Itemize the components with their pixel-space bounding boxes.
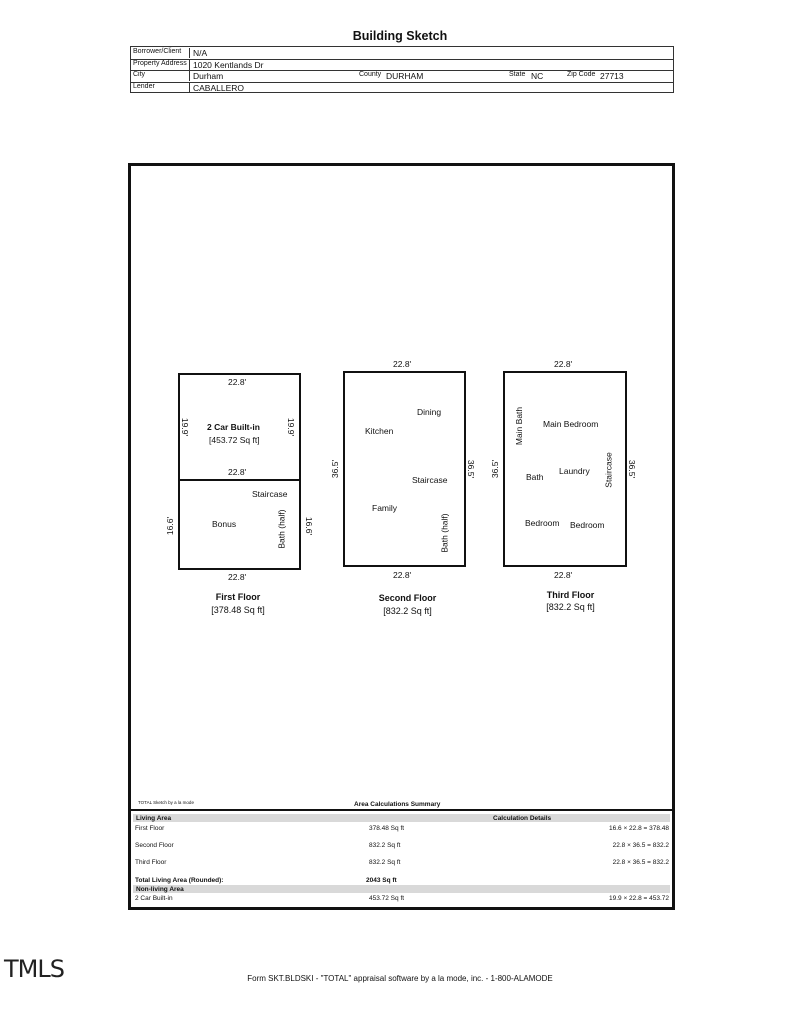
- row-second-floor-calc: 22.8 × 36.5 = 832.2: [612, 842, 669, 849]
- state-value: NC: [531, 71, 544, 81]
- county-label: County: [359, 71, 382, 78]
- form-footer: Form SKT.BLDSKI - "TOTAL" appraisal software by a la mode, inc. - 1-800-ALAMODE: [247, 974, 553, 983]
- property-info-table: [130, 46, 674, 93]
- sketch-credit: TOTAL Sketch by a la mode: [138, 800, 194, 805]
- first-floor-name: First Floor: [215, 592, 261, 602]
- second-floor-top-dimension: 22.8': [393, 359, 412, 369]
- row-garage-area: 453.72 Sq ft: [369, 895, 405, 902]
- bath-label: Bath: [526, 472, 544, 482]
- page-title: Building Sketch: [352, 29, 448, 43]
- first-floor-right-dimension: 16.6': [304, 516, 315, 536]
- borrower-value: N/A: [193, 48, 208, 58]
- second-floor-bottom-dimension: 22.8': [393, 570, 412, 580]
- living-area-heading: Living Area: [136, 815, 172, 822]
- garage-label: 2 Car Built-in: [207, 422, 260, 432]
- third-floor-left-dimension: 36.5': [490, 459, 501, 479]
- garage-left-dimension: 19.9': [180, 417, 191, 437]
- summary-title: Area Calculations Summary: [354, 801, 441, 808]
- county-value: DURHAM: [386, 71, 424, 81]
- first-floor-bath-label: Bath (half): [276, 509, 287, 549]
- third-floor-right-dimension: 36.5': [627, 459, 638, 479]
- garage-right-dimension: 19.9': [286, 417, 297, 437]
- second-floor-bath-label: Bath (half): [439, 513, 450, 553]
- row-third-floor-calc: 22.8 × 36.5 = 832.2: [612, 859, 669, 866]
- laundry-label: Laundry: [559, 466, 590, 476]
- first-floor-bottom-dimension: 22.8': [228, 572, 247, 582]
- lender-value: CABALLERO: [193, 82, 245, 93]
- row-garage-calc: 19.9 × 22.8 = 453.72: [609, 895, 669, 902]
- non-living-area-bar: [133, 885, 670, 893]
- second-floor-area: [832.2 Sq ft]: [383, 606, 432, 616]
- first-floor-mid-dimension: 22.8': [228, 467, 247, 477]
- lender-label: Lender: [133, 83, 190, 93]
- first-floor-left-dimension: 16.6': [165, 516, 176, 536]
- third-floor-name: Third Floor: [546, 590, 595, 600]
- address-label: Property Address: [133, 60, 190, 70]
- main-bedroom-label: Main Bedroom: [543, 419, 599, 429]
- second-floor-left-dimension: 36.5': [330, 459, 341, 479]
- row-first-floor-calc: 16.6 × 22.8 = 378.48: [609, 825, 669, 832]
- row-third-floor-area: 832.2 Sq ft: [369, 859, 401, 866]
- row-second-floor-area: 832.2 Sq ft: [369, 842, 401, 849]
- calc-details-heading: Calculation Details: [493, 815, 552, 822]
- bedroom-label-1: Bedroom: [525, 518, 560, 528]
- garage-area-label: [453.72 Sq ft]: [209, 435, 260, 445]
- row-third-floor-name: Third Floor: [135, 859, 167, 866]
- bedroom-label-2: Bedroom: [570, 520, 605, 530]
- third-floor-area: [832.2 Sq ft]: [546, 602, 595, 612]
- row-first-floor-name: First Floor: [135, 825, 165, 832]
- garage-top-dimension: 22.8': [228, 377, 247, 387]
- third-floor-top-dimension: 22.8': [554, 359, 573, 369]
- zip-value: 27713: [600, 71, 624, 81]
- city-value: Durham: [193, 71, 224, 81]
- third-floor-staircase: Staircase: [603, 452, 614, 488]
- living-area-bar: [133, 814, 670, 822]
- family-label: Family: [372, 503, 398, 513]
- non-living-area-heading: Non-living Area: [136, 886, 184, 893]
- dining-label: Dining: [417, 407, 442, 417]
- city-label: City: [133, 71, 190, 81]
- zip-label: Zip Code: [567, 71, 596, 78]
- borrower-label: Borrower/Client: [133, 48, 190, 58]
- area-calculations-table: [131, 809, 672, 909]
- lender-row: [131, 82, 673, 94]
- first-floor-area: [378.48 Sq ft]: [211, 605, 265, 615]
- row-first-floor-area: 378.48 Sq ft: [369, 825, 405, 832]
- mls-logo: TMLS: [4, 955, 64, 983]
- row-second-floor-name: Second Floor: [135, 842, 174, 849]
- row-garage-name: 2 Car Built-in: [135, 895, 173, 902]
- address-value: 1020 Kentlands Dr: [193, 59, 264, 70]
- total-living-area-label: Total Living Area (Rounded):: [135, 877, 224, 884]
- main-bath-label: Main Bath: [514, 406, 525, 446]
- first-floor-staircase: Staircase: [252, 489, 288, 499]
- kitchen-label: Kitchen: [365, 426, 394, 436]
- bonus-room-label: Bonus: [212, 519, 237, 529]
- second-floor-name: Second Floor: [378, 593, 437, 603]
- state-label: State: [509, 71, 526, 78]
- second-floor-right-dimension: 36.5': [466, 459, 477, 479]
- total-living-area-value: 2043 Sq ft: [366, 877, 397, 884]
- second-floor-staircase: Staircase: [412, 475, 448, 485]
- third-floor-bottom-dimension: 22.8': [554, 570, 573, 580]
